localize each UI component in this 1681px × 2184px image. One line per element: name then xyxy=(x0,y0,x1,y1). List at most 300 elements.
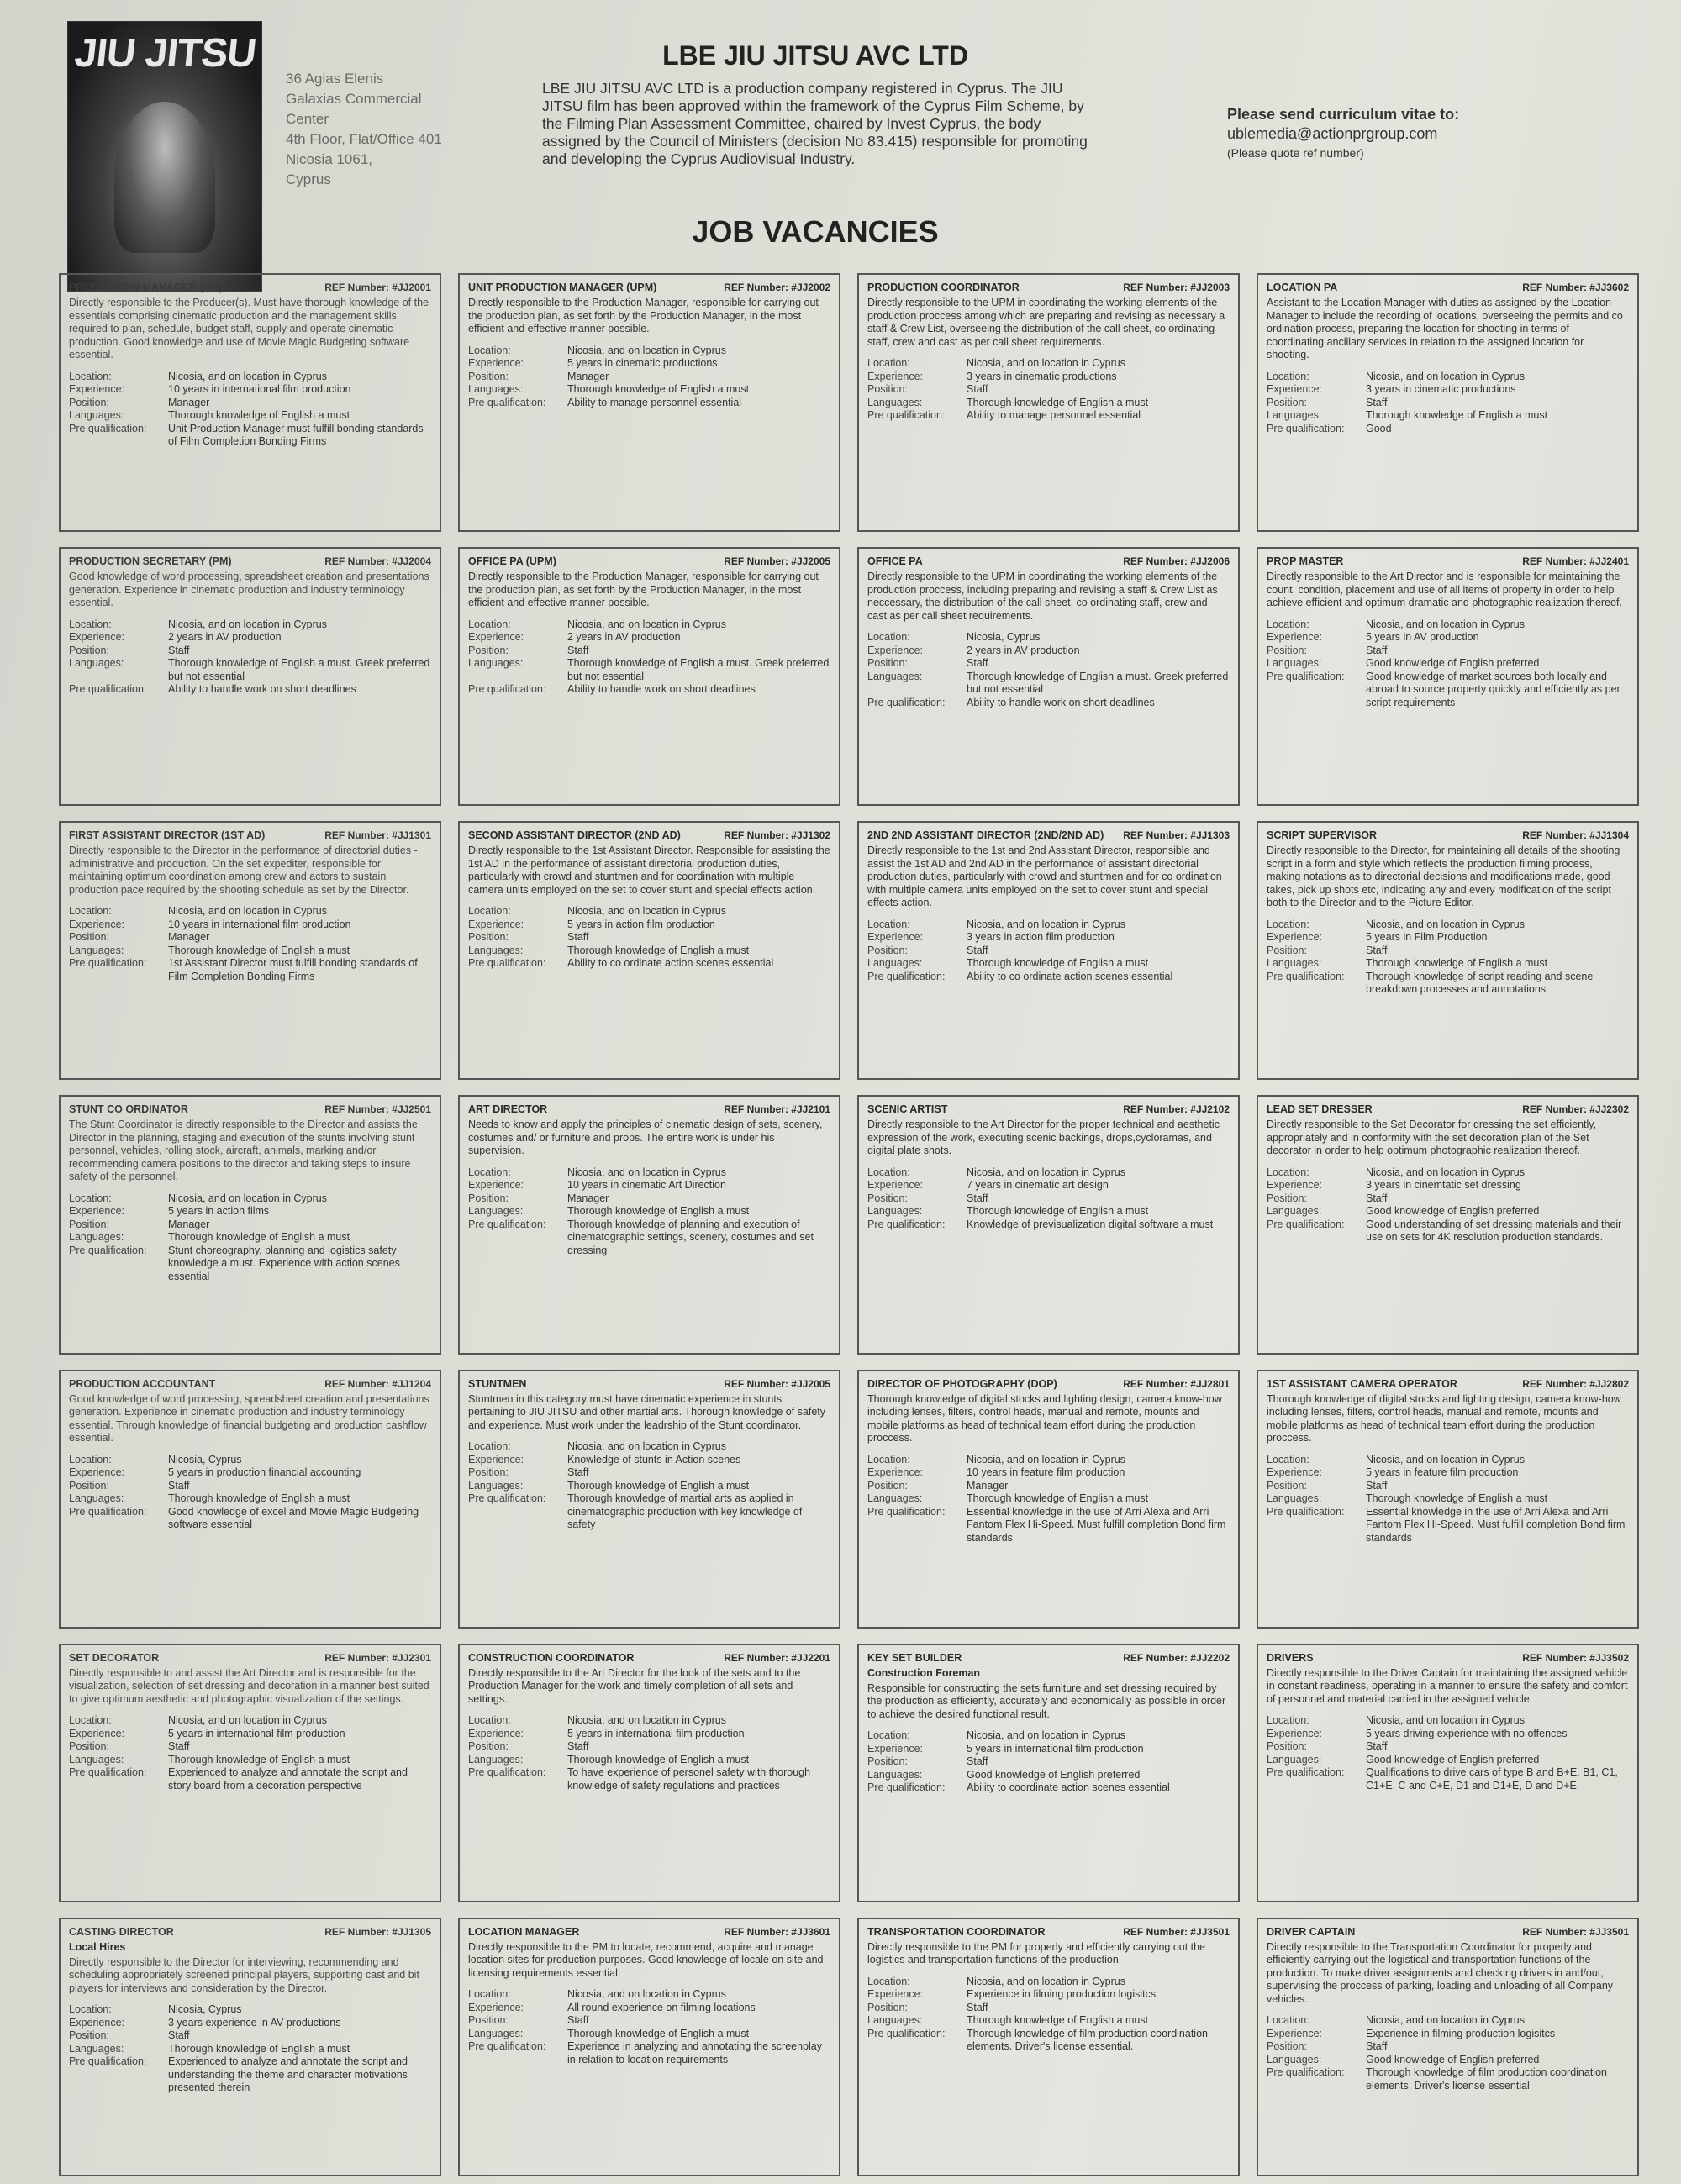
job-detail-row xyxy=(468,918,830,932)
job-card xyxy=(1257,547,1639,806)
detail-value: Essential knowledge in the use of Arri Alexa and Arri Fantom Flex Hi-Speed. Must fulfill completion Bond firm standards xyxy=(1366,1505,1626,1544)
detail-label: Location: xyxy=(1267,1453,1309,1466)
detail-label: Languages: xyxy=(69,1753,124,1766)
job-card xyxy=(59,273,441,532)
company-address xyxy=(286,69,462,190)
detail-label: Experience: xyxy=(69,383,125,395)
job-detail-row xyxy=(69,397,431,410)
job-detail-row xyxy=(468,2002,830,2015)
detail-value: Good xyxy=(1366,422,1392,434)
job-description: Directly responsible to the PM for properly and efficiently carrying out the logistics and transportation functions of the production. xyxy=(867,1940,1206,1966)
detail-value: Staff xyxy=(168,1740,190,1753)
job-ref-number: REF Number: #JJ2001 xyxy=(324,282,431,293)
job-card xyxy=(458,1370,840,1629)
job-description: Directly responsible to the Director in the performance of directorial duties - administrative and production. On the set expediter, responsible for maintaining optimum coordination among crew and actors to sustain production pace required by the shooting schedule as set by the Director. xyxy=(69,845,418,896)
detail-value: 5 years in AV production xyxy=(1366,631,1479,644)
job-details xyxy=(468,1440,830,1532)
job-title: CONSTRUCTION COORDINATOR xyxy=(468,1651,635,1664)
detail-label: Experience: xyxy=(867,931,924,944)
detail-label: Pre qualification: xyxy=(69,957,147,970)
detail-label: Experience: xyxy=(867,644,924,656)
detail-label: Experience: xyxy=(468,1727,524,1739)
detail-label: Location: xyxy=(69,618,112,630)
job-detail-row xyxy=(468,657,830,683)
detail-label: Experience: xyxy=(1267,1179,1323,1192)
job-details xyxy=(1267,918,1629,997)
job-details xyxy=(468,1714,830,1792)
detail-value: Staff xyxy=(967,944,988,956)
job-description: Directly responsible to the Producer(s). Must have thorough knowledge of the essentials comprising cinematic production and the management skills required to plan, schedule, budget staff, supply and operate cinematic production. Good knowledge and use of Movie Magic Budgeting software essential. xyxy=(69,297,429,360)
detail-label: Location: xyxy=(1267,918,1309,930)
detail-label: Experience: xyxy=(1267,931,1323,944)
job-detail-row xyxy=(468,371,830,384)
detail-label: Location: xyxy=(1267,2014,1309,2027)
job-detail-row xyxy=(69,683,431,697)
job-description: Directly responsible to the Driver Captain for maintaining the assigned vehicle in constant readiness, operating in a manner to ensure the safety and comfort of personnel and material carried in the assigned vehicle. xyxy=(1267,1666,1628,1705)
detail-value: 5 years in international film production xyxy=(168,1727,345,1739)
job-detail-row xyxy=(468,1714,830,1728)
detail-value: Good knowledge of market sources both locally and abroad to source property quickly and efficiently as per script requirements xyxy=(1366,670,1620,708)
detail-value: Nicosia, and on location in Cyprus xyxy=(1366,1166,1525,1178)
job-ref-number: REF Number: #JJ2005 xyxy=(724,1377,830,1390)
job-title: OFFICE PA (UPM) xyxy=(468,555,556,568)
detail-value: Staff xyxy=(567,1740,589,1753)
detail-value: Thorough knowledge of English a must xyxy=(967,396,1149,408)
detail-label: Pre qualification: xyxy=(867,2027,946,2039)
job-card-header xyxy=(468,555,830,567)
job-title: TRANSPORTATION COORDINATOR xyxy=(867,1925,1046,1938)
job-card-header xyxy=(867,829,1230,841)
job-card xyxy=(59,547,441,806)
job-card-header xyxy=(468,282,830,293)
job-title: OFFICE PA xyxy=(867,555,923,568)
detail-value: Nicosia, and on location in Cyprus xyxy=(967,1729,1125,1742)
job-detail-row xyxy=(468,1440,830,1454)
job-details xyxy=(1267,1714,1629,1792)
job-title: DRIVER CAPTAIN xyxy=(1267,1925,1356,1938)
detail-label: Experience: xyxy=(867,1988,924,2001)
cv-note: (Please quote ref number) xyxy=(1227,146,1364,160)
job-detail-row xyxy=(468,383,830,397)
detail-label: Position: xyxy=(69,1218,109,1230)
detail-label: Pre qualification: xyxy=(867,1505,946,1518)
job-detail-row xyxy=(468,1192,830,1206)
detail-label: Position: xyxy=(1267,1740,1307,1753)
detail-value: Ability to handle work on short deadlines xyxy=(967,696,1155,708)
detail-label: Position: xyxy=(1267,1479,1307,1492)
detail-label: Pre qualification: xyxy=(468,1218,546,1230)
detail-label: Experience: xyxy=(69,1205,125,1218)
job-detail-row xyxy=(867,1781,1230,1795)
detail-value: Experience in filming production logisitcs xyxy=(1366,2027,1556,2039)
detail-label: Experience: xyxy=(867,1466,924,1479)
job-detail-row xyxy=(867,697,1230,710)
company-title: LBE JIU JITSU AVC LTD xyxy=(662,40,968,71)
job-detail-row xyxy=(69,383,431,397)
job-card-header xyxy=(867,282,1230,293)
job-title: PRODUCTION ACCOUNTANT xyxy=(69,1377,216,1390)
job-ref-number: REF Number: #JJ3501 xyxy=(1522,1925,1629,1938)
job-details xyxy=(69,371,431,449)
job-detail-row xyxy=(867,1466,1230,1480)
detail-value: Experience in filming production logisitcs xyxy=(967,1988,1157,2001)
job-description: Directly responsible to and assist the Art Director and is responsible for the visualization, selection of set dressing and decoration in a manner best suited to give optimum aesthetic and photographic visualization of the settings. xyxy=(69,1666,429,1705)
detail-label: Languages: xyxy=(1267,1205,1322,1218)
detail-label: Position: xyxy=(1267,1192,1307,1204)
detail-label: Pre qualification: xyxy=(867,409,946,421)
detail-value: Thorough knowledge of English a must xyxy=(168,944,350,956)
detail-label: Position: xyxy=(468,1466,509,1479)
job-details xyxy=(1267,1166,1629,1245)
job-detail-row xyxy=(867,631,1230,645)
poster-title: JIU JITSU xyxy=(72,31,258,76)
detail-label: Experience: xyxy=(468,357,524,369)
job-details xyxy=(867,1454,1230,1545)
detail-value: Staff xyxy=(1366,1192,1388,1204)
detail-value: 5 years in international film production xyxy=(967,1742,1144,1755)
detail-label: Pre qualification: xyxy=(867,970,946,982)
job-detail-row xyxy=(867,1492,1230,1506)
detail-value: Manager xyxy=(168,1218,210,1230)
detail-value: Nicosia, and on location in Cyprus xyxy=(168,370,327,382)
job-details xyxy=(69,2003,431,2095)
detail-label: Languages: xyxy=(468,2027,524,2039)
job-detail-row xyxy=(69,1480,431,1493)
detail-value: Nicosia, and on location in Cyprus xyxy=(967,357,1125,369)
job-description: Directly responsible to the Art Director and is responsible for maintaining the count, condition, placement and use of all items of property in order to help achieve efficient and optimum dramatic and photographic realization thereof. xyxy=(1267,571,1622,609)
job-detail-row xyxy=(468,645,830,658)
job-detail-row xyxy=(1267,945,1629,958)
detail-label: Location: xyxy=(1267,370,1309,382)
detail-value: Ability to handle work on short deadlines xyxy=(567,683,756,696)
detail-label: Location: xyxy=(69,1453,112,1466)
job-detail-row xyxy=(1267,618,1629,632)
detail-value: 3 years in cinemtatic set dressing xyxy=(1366,1179,1521,1192)
detail-value: Thorough knowledge of English a must xyxy=(168,2042,350,2055)
job-card xyxy=(458,1918,840,2176)
job-detail-row xyxy=(69,945,431,958)
job-ref-number: REF Number: #JJ2004 xyxy=(324,555,431,568)
job-detail-row xyxy=(69,2043,431,2056)
job-card-header xyxy=(867,1652,1230,1664)
detail-value: 3 years in action film production xyxy=(967,931,1115,944)
job-detail-row xyxy=(1267,1740,1629,1754)
detail-label: Location: xyxy=(867,1729,910,1742)
detail-label: Experience: xyxy=(867,1179,924,1192)
job-detail-row xyxy=(468,905,830,918)
job-title: SET DECORATOR xyxy=(69,1651,160,1664)
job-ref-number: REF Number: #JJ2201 xyxy=(724,1651,830,1664)
job-vacancies-heading: JOB VACANCIES xyxy=(692,214,939,249)
job-subtitle: Construction Foreman xyxy=(867,1666,981,1679)
detail-value: Manager xyxy=(967,1479,1009,1492)
detail-value: Thorough knowledge of English a must xyxy=(168,409,350,421)
detail-value: 5 years in international film production xyxy=(567,1727,745,1739)
cv-title: Please send curriculum vitae to: xyxy=(1227,106,1460,123)
job-detail-row xyxy=(1267,918,1629,932)
job-detail-row xyxy=(1267,1506,1629,1545)
job-ref-number: REF Number: #JJ3602 xyxy=(1522,282,1629,293)
job-ref-number: REF Number: #JJ2101 xyxy=(724,1103,830,1116)
job-description: Directly responsible to the UPM in coordinating the working elements of the production proccess among which are preparing and revising as necessary a staff & Crew List, overseeing the distribution of the call sheet, co ordinating staff, crew and cast as per call sheet requirements. xyxy=(867,297,1225,348)
job-detail-row xyxy=(468,2028,830,2041)
job-title: DRIVERS xyxy=(1267,1651,1314,1664)
detail-label: Languages: xyxy=(867,957,923,970)
job-card-header xyxy=(1267,1103,1629,1115)
job-detail-row xyxy=(468,1218,830,1258)
job-description: Directly responsible to the Production Manager, responsible for carrying out the production plan, as set forth by the Production Manager, in the most efficient and effective manner possible. xyxy=(468,297,819,334)
detail-value: Nicosia, and on location in Cyprus xyxy=(168,1192,327,1204)
job-detail-row xyxy=(1267,1179,1629,1192)
job-detail-row xyxy=(1267,2040,1629,2054)
job-detail-row xyxy=(867,945,1230,958)
job-title: CASTING DIRECTOR xyxy=(69,1925,174,1938)
detail-value: Ability to co ordinate action scenes essential xyxy=(567,957,774,970)
detail-label: Experience: xyxy=(468,918,524,930)
job-detail-row xyxy=(867,357,1230,371)
job-card xyxy=(458,821,840,1080)
detail-label: Position: xyxy=(468,370,509,382)
job-description: Directly responsible to the Set Decorator for dressing the set efficiently, appropriately and in conformity with the set decoration plan of the Set decorator in order to help optimum photographic realization thereof. xyxy=(1267,1118,1597,1157)
job-ref-number: REF Number: #JJ2202 xyxy=(1123,1651,1230,1664)
job-card-header xyxy=(69,1103,431,1115)
job-details xyxy=(867,918,1230,984)
job-title: ART DIRECTOR xyxy=(468,1103,548,1116)
detail-label: Location: xyxy=(867,1166,910,1178)
detail-value: To have experience of personel safety with thorough knowledge of safety regulations and practices xyxy=(567,1766,811,1792)
job-detail-row xyxy=(468,1492,830,1532)
job-detail-row xyxy=(468,2040,830,2066)
detail-value: Nicosia, and on location in Cyprus xyxy=(1366,918,1525,930)
detail-label: Location: xyxy=(69,2003,112,2016)
detail-label: Pre qualification: xyxy=(867,696,946,708)
detail-label: Pre qualification: xyxy=(1267,422,1345,434)
detail-label: Location: xyxy=(867,357,910,369)
detail-value: Nicosia, and on location in Cyprus xyxy=(168,618,327,630)
job-detail-row xyxy=(69,423,431,449)
job-detail-row xyxy=(867,931,1230,945)
job-detail-row xyxy=(1267,657,1629,671)
detail-value: Essential knowledge in the use of Arri Alexa and Arri Fantom Flex Hi-Speed. Must fulfill completion Bond firm standards xyxy=(967,1505,1226,1544)
job-detail-row xyxy=(1267,2066,1629,2092)
detail-value: All round experience on filming locations xyxy=(567,2001,756,2013)
job-details xyxy=(867,1976,1230,2054)
detail-label: Pre qualification: xyxy=(1267,1218,1345,1230)
job-title: PRODUCTION SECRETARY (PM) xyxy=(69,555,232,568)
detail-value: Nicosia, and on location in Cyprus xyxy=(567,618,726,630)
job-card-header xyxy=(1267,1926,1629,1938)
detail-value: Thorough knowledge of script reading and scene breakdown processes and annotations xyxy=(1366,970,1594,996)
job-ref-number: REF Number: #JJ3502 xyxy=(1522,1651,1629,1664)
job-card-header xyxy=(468,1378,830,1390)
detail-label: Languages: xyxy=(1267,409,1322,421)
detail-value: Staff xyxy=(1366,644,1388,656)
detail-label: Location: xyxy=(69,370,112,382)
job-detail-row xyxy=(1267,423,1629,436)
detail-label: Experience: xyxy=(1267,1727,1323,1739)
job-card-header xyxy=(468,1103,830,1115)
detail-label: Experience: xyxy=(1267,383,1323,395)
job-card xyxy=(857,1918,1240,2176)
job-ref-number: REF Number: #JJ3601 xyxy=(724,1925,830,1938)
cv-instructions xyxy=(1227,105,1614,163)
detail-value: Experience in analyzing and annotating the screenplay in relation to location requirements xyxy=(567,2040,822,2066)
job-card xyxy=(1257,1370,1639,1629)
detail-label: Pre qualification: xyxy=(1267,970,1345,982)
job-detail-row xyxy=(867,645,1230,658)
job-detail-row xyxy=(69,631,431,645)
job-title: DIRECTOR OF PHOTOGRAPHY (DOP) xyxy=(867,1377,1057,1390)
job-detail-row xyxy=(69,1728,431,1741)
address-line: 4th Floor, Flat/Office 401 xyxy=(286,131,442,147)
detail-label: Experience: xyxy=(69,1466,125,1479)
detail-label: Languages: xyxy=(1267,957,1322,970)
detail-label: Pre qualification: xyxy=(468,683,546,696)
detail-value: 10 years in cinematic Art Direction xyxy=(567,1179,726,1192)
detail-value: Nicosia, and on location in Cyprus xyxy=(1366,370,1525,382)
detail-value: 5 years in action film production xyxy=(567,918,715,930)
detail-label: Languages: xyxy=(867,1205,923,1218)
detail-value: 2 years in AV production xyxy=(567,631,681,644)
job-detail-row xyxy=(867,2014,1230,2028)
detail-label: Pre qualification: xyxy=(468,396,546,408)
detail-label: Experience: xyxy=(468,1453,524,1466)
job-detail-row xyxy=(1267,2054,1629,2067)
job-title: 2ND 2ND ASSISTANT DIRECTOR (2ND/2ND AD) xyxy=(867,829,1104,842)
job-ref-number: REF Number: #JJ2802 xyxy=(1522,1377,1629,1390)
job-description: Directly responsible to the Transportation Coordinator for properly and efficiently carrying out the logistical and transportation functions of the production. To make driver assignments and checking drivers in and/out, supervising the proccess of parking, loading and unloading of all Company vehicles. xyxy=(1267,1940,1614,2005)
detail-label: Pre qualification: xyxy=(69,683,147,696)
job-detail-row xyxy=(867,1480,1230,1493)
detail-value: Qualifications to drive cars of type B and B+E, B1, C1, C1+E, C and C+E, D1 and D1+E, D and D+E xyxy=(1366,1766,1618,1792)
job-detail-row xyxy=(867,1179,1230,1192)
detail-value: Nicosia, and on location in Cyprus xyxy=(1366,1453,1525,1466)
detail-label: Languages: xyxy=(867,1492,923,1505)
detail-label: Languages: xyxy=(69,1231,124,1244)
job-details xyxy=(1267,1454,1629,1545)
job-title: PRODUCTION MANAGER (PM) xyxy=(69,282,223,293)
detail-label: Pre qualification: xyxy=(69,1505,147,1518)
job-ref-number: REF Number: #JJ2006 xyxy=(1123,555,1230,568)
job-card-header xyxy=(867,1103,1230,1115)
job-description: Directly responsible to the PM to locate, recommend, acquire and manage location sites for production purposes. Good knowledge of locale on site and licensing requirements essential. xyxy=(468,1940,824,1979)
detail-value: Thorough knowledge of English a must xyxy=(1366,957,1548,970)
detail-value: 10 years in international film production xyxy=(168,383,351,395)
job-details xyxy=(468,905,830,971)
job-description: Assistant to the Location Manager with duties as assigned by the Location Manager to include the recording of locations, overseeing the permits and co ordination process, preparing the location for shooting in terms of coordinating ancillary services in relation to the assigned location for shooting. xyxy=(1267,297,1623,360)
job-detail-row xyxy=(69,2029,431,2043)
detail-label: Languages: xyxy=(1267,2053,1322,2066)
detail-value: Thorough knowledge of English a must xyxy=(967,1492,1149,1505)
detail-label: Experience: xyxy=(867,1742,924,1755)
detail-label: Position: xyxy=(867,2001,908,2013)
detail-value: Good knowledge of English preferred xyxy=(1366,2053,1540,2066)
job-detail-row xyxy=(867,1454,1230,1467)
detail-value: Thorough knowledge of English a must xyxy=(1366,409,1548,421)
job-detail-row xyxy=(1267,931,1629,945)
job-detail-row xyxy=(69,957,431,983)
job-description: Directly responsible to the Art Director for the proper technical and aesthetic expression of the work, executing scenic backings, drops,cycloramas, and digital plate shots. xyxy=(867,1118,1220,1157)
job-details xyxy=(867,631,1230,709)
detail-value: Thorough knowledge of English a must xyxy=(567,944,750,956)
detail-label: Languages: xyxy=(468,657,524,670)
job-ref-number: REF Number: #JJ2005 xyxy=(724,555,830,568)
detail-value: Manager xyxy=(567,370,609,382)
detail-label: Position: xyxy=(69,931,109,944)
job-description: Needs to know and apply the principles of cinematic design of sets, scenery, costumes and/ or furniture and props. The entire work is under his supervision. xyxy=(468,1118,823,1157)
detail-label: Languages: xyxy=(468,1205,524,1218)
detail-label: Location: xyxy=(867,631,910,644)
detail-label: Pre qualification: xyxy=(69,2055,147,2068)
address-line: Cyprus xyxy=(286,171,331,187)
job-detail-row xyxy=(1267,1714,1629,1728)
detail-label: Languages: xyxy=(1267,1753,1322,1766)
detail-label: Pre qualification: xyxy=(69,1244,147,1256)
job-ref-number: REF Number: #JJ1305 xyxy=(324,1925,431,1938)
detail-label: Experience: xyxy=(69,918,125,930)
detail-label: Location: xyxy=(867,1975,910,1987)
detail-label: Experience: xyxy=(468,2001,524,2013)
company-intro xyxy=(542,80,1097,168)
job-detail-row xyxy=(1267,2014,1629,2028)
job-detail-row xyxy=(1267,1205,1629,1218)
detail-value: Nicosia, Cyprus xyxy=(967,631,1041,644)
job-detail-row xyxy=(867,1506,1230,1545)
job-detail-row xyxy=(69,1245,431,1284)
job-detail-row xyxy=(867,1769,1230,1782)
detail-value: Thorough knowledge of English a must. Greek preferred but not essential xyxy=(567,657,830,682)
job-detail-row xyxy=(867,1988,1230,2002)
job-title: FIRST ASSISTANT DIRECTOR (1ST AD) xyxy=(69,829,266,842)
detail-value: 5 years in action films xyxy=(168,1205,270,1218)
detail-value: Thorough knowledge of English a must xyxy=(567,1753,750,1766)
cv-email[interactable]: ublemedia@actionprgroup.com xyxy=(1227,125,1438,142)
job-card-header xyxy=(468,829,830,841)
job-card-header xyxy=(468,1652,830,1664)
detail-label: Languages: xyxy=(69,409,124,421)
job-card-header xyxy=(69,282,431,293)
job-card xyxy=(857,1644,1240,1902)
detail-value: Good knowledge of English preferred xyxy=(967,1768,1141,1781)
detail-value: Good knowledge of English preferred xyxy=(1366,1753,1540,1766)
detail-value: Manager xyxy=(567,1192,609,1204)
detail-value: Nicosia, and on location in Cyprus xyxy=(1366,2014,1525,2027)
job-detail-row xyxy=(468,631,830,645)
job-detail-row xyxy=(867,1743,1230,1756)
job-card-header xyxy=(69,1926,431,1938)
job-card xyxy=(458,1644,840,1902)
job-detail-row xyxy=(867,2028,1230,2054)
job-detail-row xyxy=(867,971,1230,984)
detail-label: Languages: xyxy=(69,944,124,956)
detail-value: Ability to handle work on short deadlines xyxy=(168,683,356,696)
detail-value: Nicosia, and on location in Cyprus xyxy=(567,344,726,356)
detail-label: Location: xyxy=(468,618,511,630)
job-detail-row xyxy=(867,1729,1230,1743)
poster-figure xyxy=(114,102,215,253)
job-card xyxy=(857,1370,1240,1629)
detail-value: Nicosia, and on location in Cyprus xyxy=(967,1166,1125,1178)
detail-label: Pre qualification: xyxy=(468,957,546,970)
detail-value: Thorough knowledge of English a must. Greek preferred but not essential xyxy=(967,670,1229,696)
detail-label: Location: xyxy=(1267,618,1309,630)
job-description: Directly responsible to the 1st Assistant Director. Responsible for assisting the 1st AD in the performance of assistant directorial production duties, particularly with crowd and stuntmen and for coordination with multiple camera units employed on the set to cover stunt and special effects action. xyxy=(468,845,830,896)
job-card xyxy=(1257,1918,1639,2176)
job-ref-number: REF Number: #JJ2401 xyxy=(1522,555,1629,568)
job-card-header xyxy=(1267,555,1629,567)
detail-label: Location: xyxy=(468,1988,511,2001)
job-detail-row xyxy=(1267,1166,1629,1180)
